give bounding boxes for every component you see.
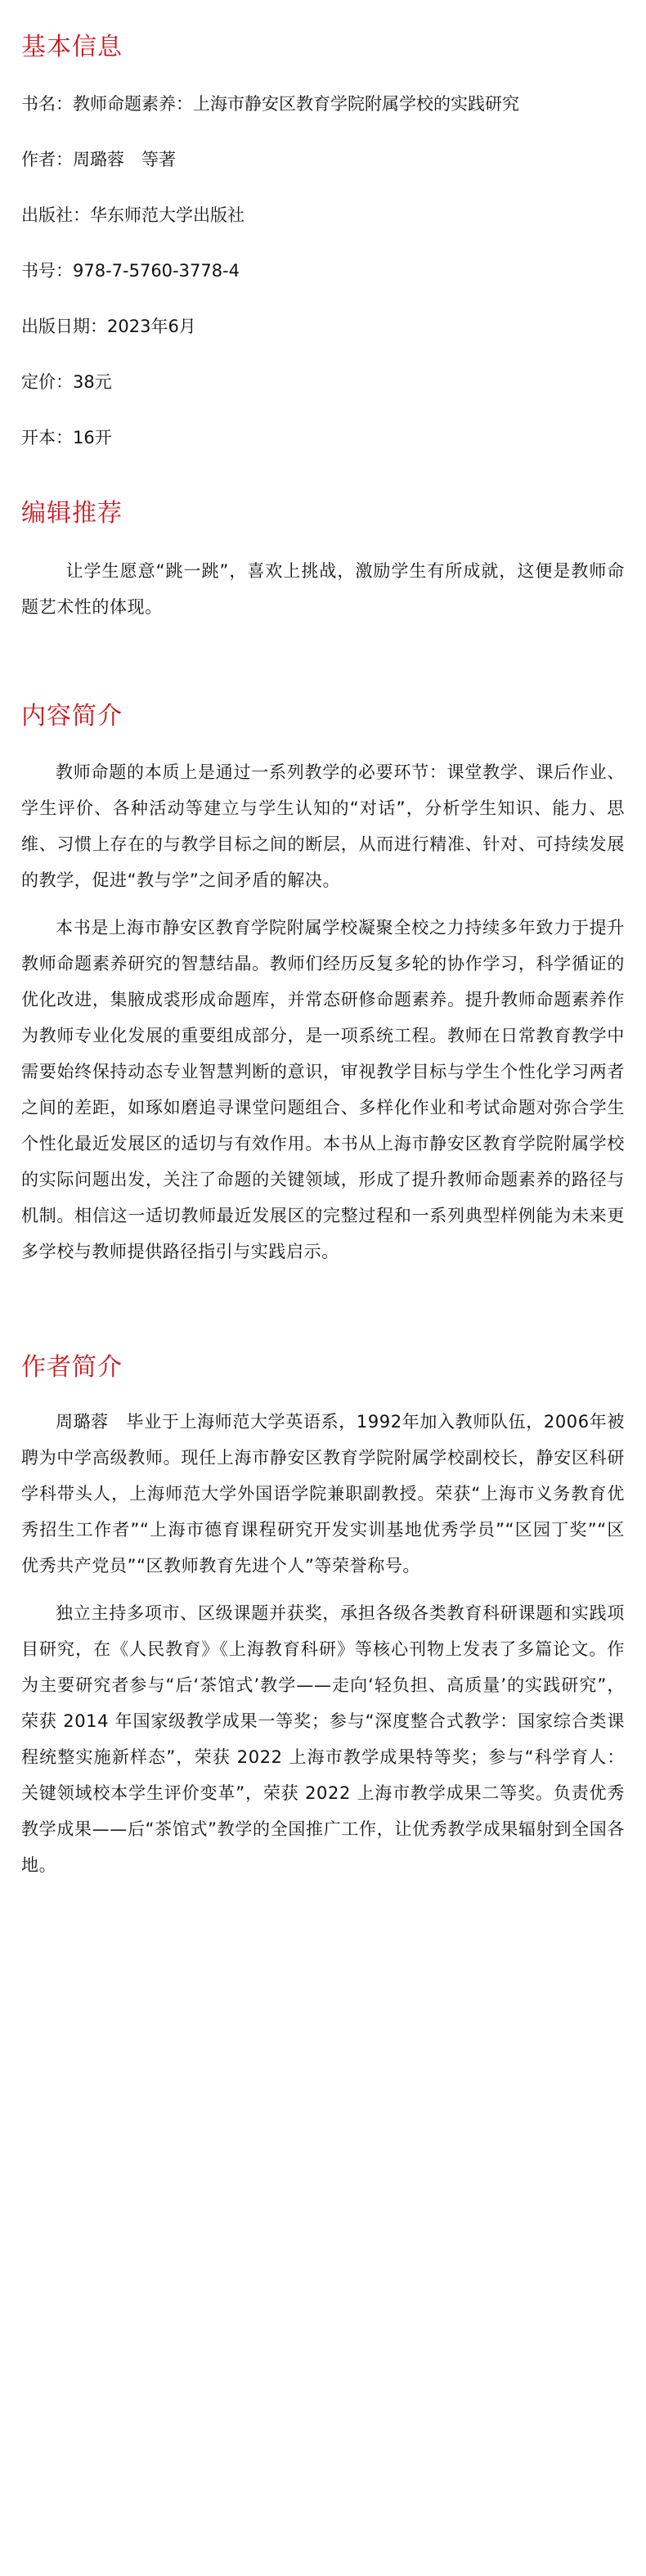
content-intro-section	[21, 702, 625, 1270]
info-line-publisher: 出版社：华东师范大学出版社	[21, 205, 244, 225]
basic-info-heading: 基本信息	[21, 33, 123, 61]
author-intro-paragraph-2: 独立主持多项市、区级课题并获奖，承担各级各类教育科研课题和实践项目研究，在《人民教育》《上海教育科研》等核心刊物上发表了多篇论文。作为主要研究者参与“后‘茶馆式’教学——走向‘轻负担、高质量’的实践研究”，荣获 2014 年国家级教学成果一等奖；参与“深度整合式教学：国家综合类课程统整实施新样态”，荣获 2022 上海市教学成果特等奖；参与“科学育人：关键领域校本学生评价变革”，荣获 2022 上海市教学成果二等奖。负责优秀教学成果——后“茶馆式”教学的全国推广工作，让优秀教学成果辐射到全国各地。	[21, 1603, 625, 1875]
info-line-format: 开本：16开	[21, 428, 112, 447]
info-line-publish-date: 出版日期：2023年6月	[21, 317, 196, 336]
author-intro-paragraph-1: 周璐蓉 毕业于上海师范大学英语系，1992年加入教师队伍，2006年被聘为中学高级教师。现任上海市静安区教育学院附属学校副校长，静安区科研学科带头人，上海师范大学外国语学院兼职副教授。荣获“上海市义务教育优秀招生工作者”“上海市德育课程研究开发实训基地优秀学员”“区园丁奖”“区优秀共产党员”“区教师教育先进个人”等荣誉称号。	[21, 1412, 625, 1576]
editor-recommendation-section	[21, 499, 625, 625]
basic-info-section	[21, 0, 625, 450]
content-intro-paragraph-1: 教师命题的本质上是通过一系列教学的必要环节：课堂教学、课后作业、学生评价、各种活动等建立与学生认知的“对话”，分析学生知识、能力、思维、习惯上存在的与教学目标之间的断层，从而进行精准、针对、可持续发展的教学，促进“教与学”之间矛盾的解决。	[21, 762, 625, 890]
author-intro-heading: 作者简介	[21, 1353, 123, 1382]
info-line-author: 作者：周璐蓉 等著	[21, 150, 176, 169]
info-line-isbn: 书号：978-7-5760-3778-4	[21, 261, 240, 281]
content-intro-heading: 内容简介	[21, 702, 123, 731]
info-line-title: 书名：教师命题素养：上海市静安区教育学院附属学校的实践研究	[21, 94, 519, 114]
editor-recommendation-heading: 编辑推荐	[21, 499, 123, 528]
info-line-price: 定价：38元	[21, 372, 112, 392]
content-intro-paragraph-2: 本书是上海市静安区教育学院附属学校凝聚全校之力持续多年致力于提升教师命题素养研究的智慧结晶。教师们经历反复多轮的协作学习，科学循证的优化改进，集腋成裘形成命题库，并常态研修命题素养。提升教师命题素养作为教师专业化发展的重要组成部分，是一项系统工程。教师在日常教育教学中需要始终保持动态专业智慧判断的意识，审视教学目标与学生个性化学习两者之间的差距，如琢如磨追寻课堂问题组合、多样化作业和考试命题对弥合学生个性化最近发展区的适切与有效作用。本书从上海市静安区教育学院附属学校的实际问题出发，关注了命题的关键领域，形成了提升教师命题素养的路径与机制。相信这一适切教师最近发展区的完整过程和一系列典型样例能为未来更多学校与教师提供路径指引与实践启示。	[21, 918, 625, 1261]
author-intro-section	[21, 1353, 625, 1883]
editor-recommendation-paragraph: 让学生愿意“跳一跳”，喜欢上挑战，激励学生有所成就，这便是教师命题艺术性的体现。	[21, 561, 625, 617]
